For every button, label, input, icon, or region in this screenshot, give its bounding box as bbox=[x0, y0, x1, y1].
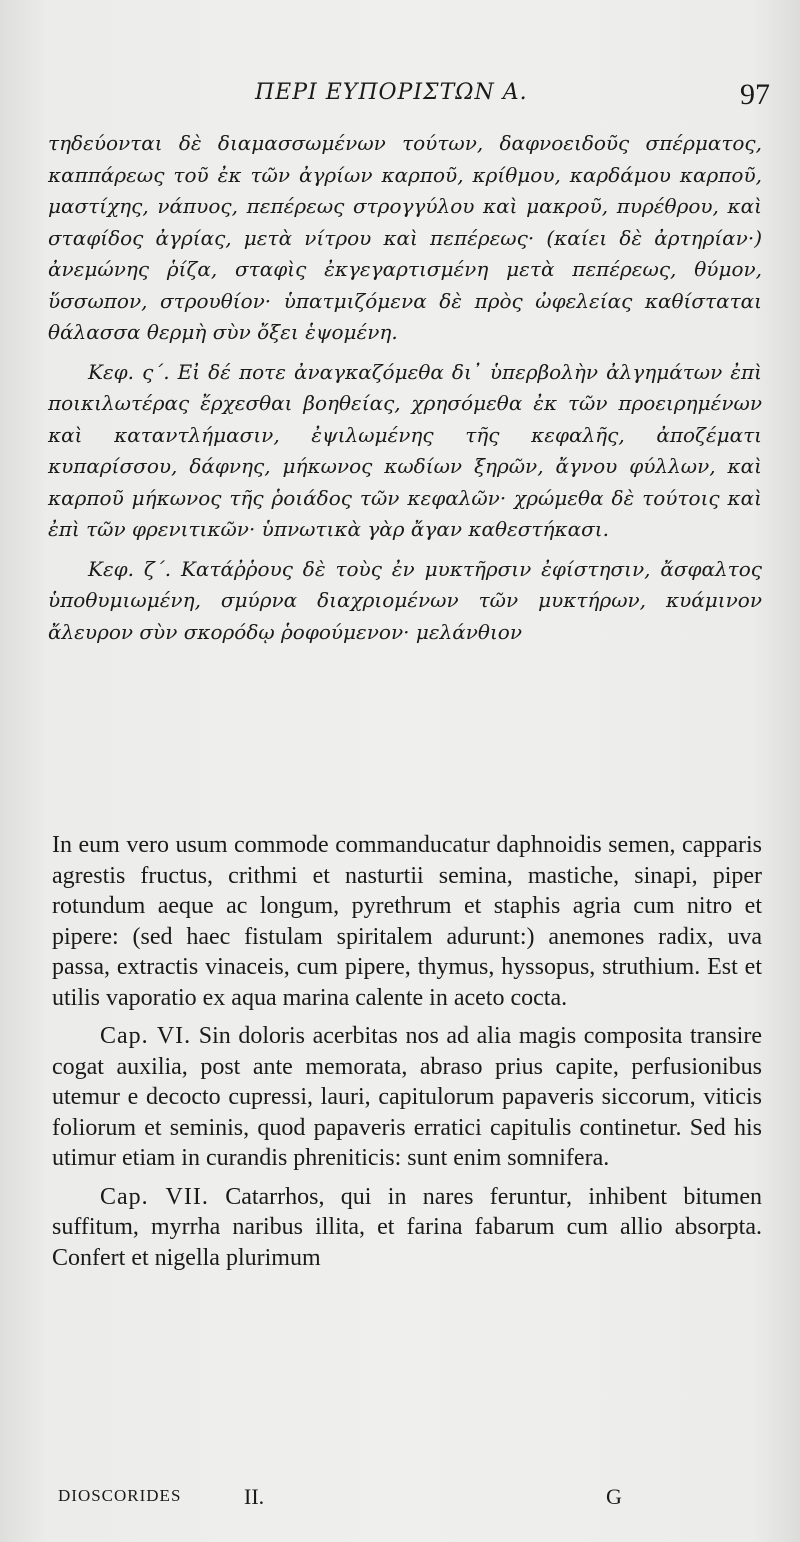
latin-text-block bbox=[52, 830, 762, 1273]
volume-number: II. bbox=[244, 1484, 265, 1509]
greek-text-block bbox=[48, 128, 762, 648]
latin-paragraph-chapter-6 bbox=[52, 1021, 762, 1174]
latin-paragraph: In eum vero usum commode commanducatur daphnoidis semen, capparis agrestis fructus, crithmi et nasturtii semina, mastiche, sinapi, piper rotundum aeque ac longum, pyrethrum et staphis agria cum nitro et pipere: (sed haec fistulam spiritalem adurunt:) anemones radix, uva passa, extractis vinaceis, cum pipere, thymus, hyssopus, struthium. Est et utilis vaporatio ex aqua marina calente in aceto cocta. bbox=[52, 832, 762, 1011]
greek-paragraph-chapter-7: Κεφ. ζ΄. Κατάῤῥους δὲ τοὺς ἐν μυκτῆρσιν ἐφίστησιν, ἄσφαλτος ὑποθυμιωμένη, σμύρνα διαχριομένων τῶν μυκτήρων, κυάμινον ἄλευρον σὺν σκορόδῳ ῥοφούμενον· μελάνθιον bbox=[48, 556, 762, 644]
page-header bbox=[40, 78, 770, 118]
signature-mark: DIOSCORIDES bbox=[58, 1486, 182, 1505]
page-footer bbox=[58, 1484, 658, 1514]
chapter-7-text: Catarrhos, qui in nares feruntur, inhibent bitumen suffitum, myrrha naribus illita, et farina fabarum cum allio absorpta. Confert et nigella plurimum bbox=[52, 1183, 762, 1271]
greek-paragraph: τηδεύονται δὲ διαμασσωμένων τούτων, δαφνοειδοῦς σπέρματος, καππάρεως τοῦ ἐκ τῶν ἀγρίων καρποῦ, κρίθμου, καρδάμου καρποῦ, μαστίχης, νάπυος, πεπέρεως στρογγύλου καὶ μακροῦ, πυρέθρου, καὶ σταφίδος ἀγρίας, μετὰ νίτρου καὶ πεπέρεως· (καίει δὲ ἀρτηρίαν·) ἀνεμώνης ῥίζα, σταφὶς ἐκγεγαρτισμένη μετὰ πεπέρεως, θύμον, ὕσσωπον, στρουθίον· ὑπατμιζόμενα δὲ πρὸς ὠφελείας καθίσταται θάλασσα θερμὴ σὺν ὄξει ἑψομένη. bbox=[48, 131, 762, 344]
chapter-6-label: Cap. VI. bbox=[100, 1023, 192, 1049]
latin-paragraph-chapter-7 bbox=[52, 1182, 762, 1274]
gathering-letter: G bbox=[606, 1484, 622, 1509]
greek-paragraph-chapter-6: Κεφ. ς΄. Εἰ δέ ποτε ἀναγκαζόμεθα δι᾽ ὑπερβολὴν ἀλγημάτων ἐπὶ ποικιλωτέρας ἔρχεσθαι βοηθείας, χρησόμεθα ἐκ τῶν προειρημένων καὶ καταντλήμασιν, ἐψιλωμένης τῆς κεφαλῆς, ἀποζέματι κυπαρίσσου, δάφνης, μήκωνος κωδίων ξηρῶν, ἄγνου φύλλων, καὶ καρποῦ μήκωνος τῆς ῥοιάδος τῶν κεφαλῶν· χρώμεθα δὲ τούτοις καὶ ἐπὶ τῶν φρενιτικῶν· ὑπνωτικὰ γὰρ ἄγαν καθεστήκασι. bbox=[48, 359, 762, 541]
chapter-6-text: Sin doloris acerbitas nos ad alia magis composita transire cogat auxilia, post ante memorata, abraso prius capite, perfusionibus utemur e decocto cupressi, lauri, capitulorum papaveris siccorum, viticis foliorum et seminis, quod papaveris erratici capitulis continetur. Sed his utimur etiam in curandis phreniticis: sunt enim somnifera. bbox=[52, 1023, 762, 1171]
chapter-7-label: Cap. VII. bbox=[100, 1183, 209, 1210]
page-number: 97 bbox=[740, 78, 770, 111]
running-title: ΠΕΡΙ ΕΥΠΟΡΙΣΤΩΝ Α. bbox=[255, 80, 528, 105]
